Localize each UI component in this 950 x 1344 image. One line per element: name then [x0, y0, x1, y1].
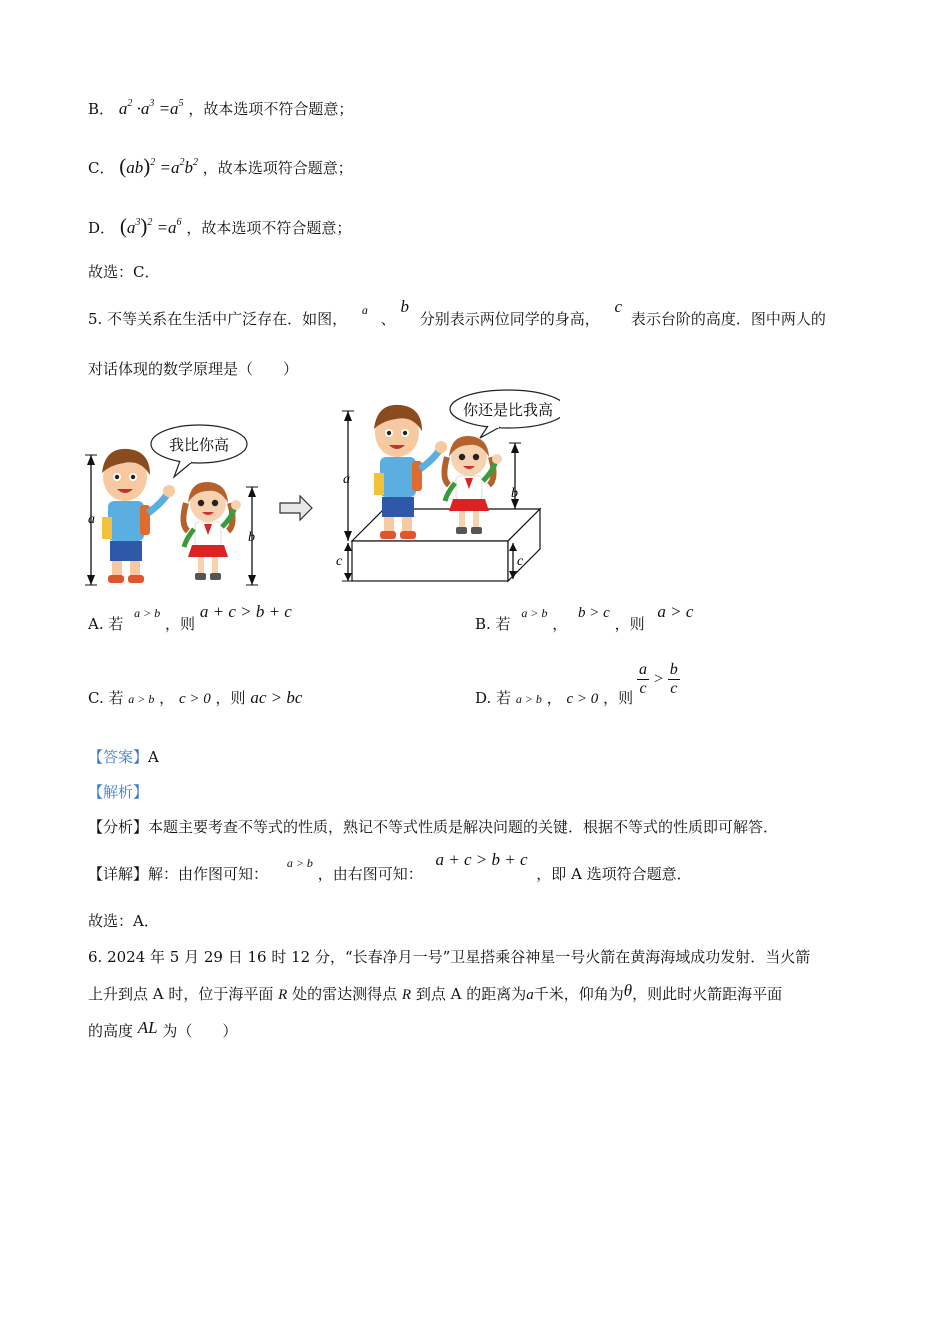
answer-line	[88, 747, 159, 767]
greater-than: >	[653, 670, 664, 688]
option-b[interactable]	[475, 602, 694, 635]
bubble-text-right: 你还是比我高	[462, 401, 554, 419]
question-text: 分别表示两位同学的身高，	[419, 310, 600, 328]
option-label: D．	[88, 219, 116, 237]
separator: 、	[380, 310, 396, 328]
option-conclusion: ac > bc	[250, 688, 303, 707]
option-d[interactable]	[475, 688, 633, 709]
question-text: 表示台阶的高度．图中两人的	[630, 310, 826, 328]
fraction-numerator: a	[639, 661, 647, 678]
speech-bubble-left	[151, 425, 247, 477]
fenxi-tag: 【分析】	[88, 818, 149, 836]
question-text: 的高度	[88, 1022, 134, 1040]
answer-tag: 【答案】	[88, 748, 149, 766]
label-b-left: b	[248, 530, 255, 545]
label-b-right: b	[511, 486, 518, 501]
bubble-text-left: 我比你高	[168, 436, 230, 454]
speech-bubble-right	[450, 390, 560, 438]
solution-line-b	[88, 94, 353, 119]
question-text: 千米，仰角为	[533, 985, 624, 1003]
final-answer: 故选：A．	[88, 912, 159, 930]
question-text: 处的雷达测得点	[292, 985, 398, 1003]
girl-character-left	[183, 482, 241, 580]
option-condition: a > b	[128, 692, 155, 706]
var-a: a	[361, 303, 368, 317]
option-label: C．	[88, 159, 115, 177]
option-condition: a > b	[134, 606, 161, 620]
question-6-line-1: 6. 2024 年 5 月 29 日 16 时 12 分，“长春净月一号”卫星搭乘谷神星一号火箭在黄海海域成功发射．当火箭	[88, 948, 811, 966]
question-5-line-2: 对话体现的数学原理是（ ）	[88, 360, 299, 378]
option-conclusion: a + c > b + c	[199, 602, 292, 621]
left-scene	[85, 425, 258, 585]
option-label: B．	[88, 100, 115, 118]
math-expression: $(ab)^2 =a^2b^2$	[119, 154, 198, 178]
var-b: b	[400, 297, 409, 316]
xiangjie-text: ，即 A 选项符合题意．	[536, 865, 692, 883]
var-a: a	[526, 987, 534, 1003]
question-6-line-2	[88, 981, 783, 1005]
option-label: C. 若	[88, 689, 124, 707]
fenxi-line	[88, 817, 778, 837]
right-scene	[336, 390, 560, 581]
answer-value: A	[148, 748, 159, 766]
fraction-denominator: c	[670, 680, 678, 697]
label-a-left: a	[88, 512, 95, 527]
xiangjie-text: ，由右图可知：	[317, 865, 423, 883]
boy-character-left	[102, 449, 175, 583]
option-condition: a > b	[515, 692, 542, 706]
option-conclusion: a > c	[657, 602, 694, 621]
label-c-left: c	[336, 554, 343, 569]
var-R: R	[278, 987, 288, 1003]
question-text: ，则此时火箭距海平面	[632, 985, 783, 1003]
option-text: ，则	[614, 615, 645, 633]
option-condition: a > b	[521, 606, 548, 620]
transition-arrow-icon	[280, 496, 312, 520]
var-c: c	[614, 297, 623, 316]
solution-answer: 故选：C．	[88, 263, 160, 281]
question-text: 不等关系在生活中广泛存在．如图，	[107, 310, 348, 328]
option-text: ，则	[165, 615, 196, 633]
fraction-denominator: c	[639, 680, 647, 697]
question-number: 5.	[88, 310, 103, 328]
fraction-numerator: b	[669, 661, 678, 678]
inequality-figure	[80, 385, 560, 595]
analysis-tag: 【解析】	[88, 783, 149, 801]
fraction-a-over-c	[637, 661, 649, 698]
xiangjie-condition: a > b	[286, 856, 313, 870]
label-c-right: c	[517, 554, 524, 569]
option-condition-2: c > 0	[178, 691, 211, 707]
solution-line-d	[88, 213, 351, 238]
question-text: 上升到点 A 时，位于海平面	[88, 985, 274, 1003]
option-label: D. 若	[475, 689, 512, 707]
solution-text: ，故本选项不符合题意；	[186, 219, 352, 237]
xiangjie-line	[88, 850, 692, 885]
question-5-line-1	[88, 297, 826, 330]
question-6-line-3	[88, 1018, 238, 1041]
xiangjie-conclusion: a + c > b + c	[435, 850, 528, 869]
var-R: R	[401, 987, 412, 1003]
option-c[interactable]	[88, 688, 302, 709]
option-text: ，则	[603, 689, 634, 707]
option-condition-2: b > c	[578, 605, 610, 621]
question-text: 到点 A 的距离为	[415, 985, 527, 1003]
xiangjie-tag: 【详解】	[88, 865, 149, 883]
solution-text: ，故本选项不符合题意；	[188, 100, 354, 118]
option-label: A. 若	[88, 615, 124, 633]
option-d-fraction-inequality	[637, 661, 680, 698]
comma: ，	[546, 689, 562, 707]
comma: ，	[552, 615, 568, 633]
var-AL: AL	[137, 1018, 158, 1037]
math-expression: $(a^3)^2 =a^6$	[119, 214, 182, 238]
option-a[interactable]	[88, 602, 292, 635]
solution-text: ，故本选项符合题意；	[202, 159, 353, 177]
math-expression: $a^2 \cdot a^3 =a^5$	[118, 98, 184, 118]
label-a-right: a	[343, 472, 350, 487]
option-condition-2: c > 0	[566, 691, 599, 707]
fraction-b-over-c	[668, 661, 680, 698]
option-text: ，则	[215, 689, 246, 707]
xiangjie-text: 解：由作图可知：	[148, 865, 269, 883]
solution-line-c	[88, 153, 353, 178]
fenxi-text: 本题主要考查不等式的性质，熟记不等式性质是解决问题的关键．根据不等式的性质即可解答．	[148, 818, 779, 836]
var-theta: θ	[623, 981, 633, 1000]
question-text: 为（ ）	[162, 1022, 238, 1040]
option-label: B. 若	[475, 615, 511, 633]
comma: ，	[159, 689, 175, 707]
